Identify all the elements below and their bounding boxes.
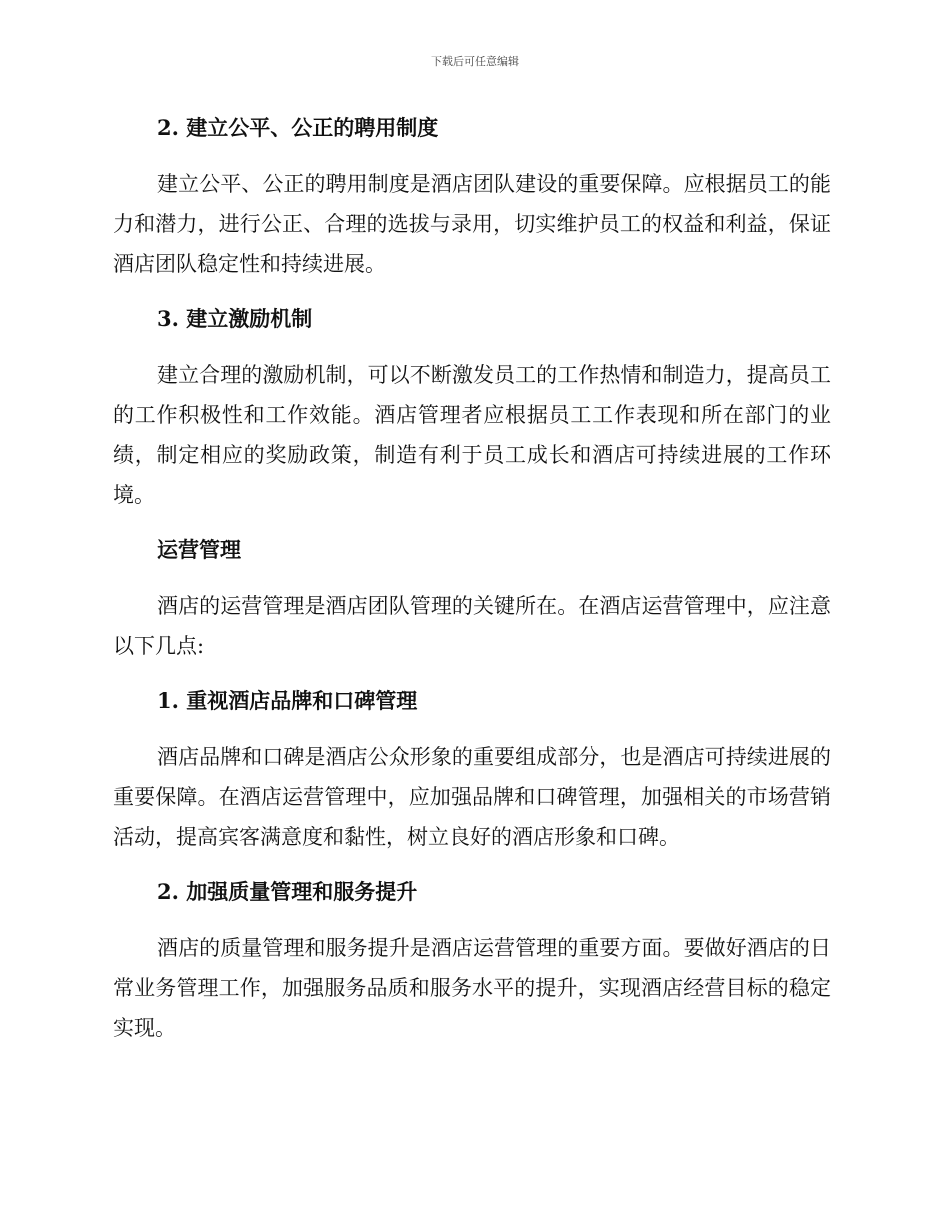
section-heading: 2. 加强质量管理和服务提升 xyxy=(157,879,418,904)
section-heading: 3. 建立激励机制 xyxy=(157,306,313,331)
section-paragraph: 酒店的运营管理是酒店团队管理的关键所在。在酒店运营管理中，应注意以下几点: xyxy=(113,594,831,658)
section-heading: 2. 建立公平、公正的聘用制度 xyxy=(157,115,439,140)
section-paragraph: 酒店的质量管理和服务提升是酒店运营管理的重要方面。要做好酒店的日常业务管理工作，加强服务品质和服务水平的提升，实现酒店经营目标的稳定实现。 xyxy=(113,936,831,1040)
page-header-note: 下载后可任意编辑 xyxy=(431,55,519,68)
section-paragraph: 建立合理的激励机制，可以不断激发员工的工作热情和制造力，提高员工的工作积极性和工作效能。酒店管理者应根据员工工作表现和所在部门的业绩，制定相应的奖励政策，制造有利于员工成长和酒店可持续进展的工作环境。 xyxy=(113,363,831,507)
section-heading: 1. 重视酒店品牌和口碑管理 xyxy=(157,688,418,713)
document-body xyxy=(113,108,831,1048)
section-paragraph: 酒店品牌和口碑是酒店公众形象的重要组成部分，也是酒店可持续进展的重要保障。在酒店运营管理中，应加强品牌和口碑管理，加强相关的市场营销活动，提高宾客满意度和黏性，树立良好的酒店形象和口碑。 xyxy=(113,745,831,849)
section-paragraph: 建立公平、公正的聘用制度是酒店团队建设的重要保障。应根据员工的能力和潜力，进行公正、合理的选拔与录用，切实维护员工的权益和利益，保证酒店团队稳定性和持续进展。 xyxy=(113,172,831,276)
section-heading: 运营管理 xyxy=(157,537,241,562)
